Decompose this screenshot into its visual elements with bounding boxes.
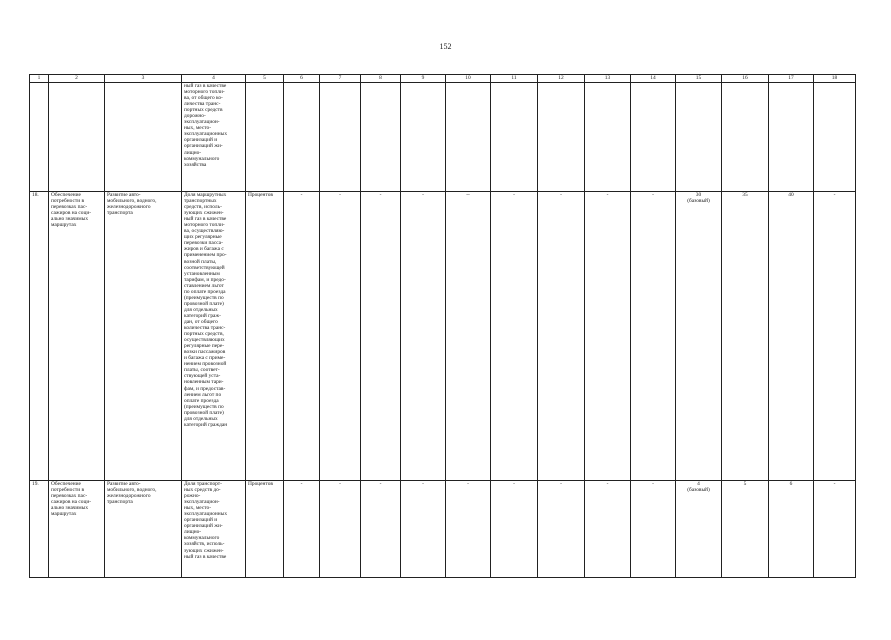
- cell: [246, 83, 284, 192]
- row-number: 19.: [30, 481, 49, 578]
- col-header-12: 12: [538, 75, 585, 83]
- value-cell: -: [491, 192, 538, 481]
- col-header-11: 11: [491, 75, 538, 83]
- cell: [105, 83, 182, 192]
- cell: [538, 83, 585, 192]
- col-header-1: 1: [30, 75, 49, 83]
- value-cell: -: [538, 192, 585, 481]
- cell: [361, 83, 401, 192]
- value-cell: 40: [769, 192, 814, 481]
- value-cell-base: 4 (базовый): [676, 481, 722, 578]
- cell: [30, 83, 49, 192]
- col-header-4: 4: [182, 75, 246, 83]
- value-cell-base: 30 (базовый): [676, 192, 722, 481]
- value-cell: --: [446, 192, 491, 481]
- cell: [631, 83, 676, 192]
- value-cell: -: [320, 192, 361, 481]
- col-header-3: 3: [105, 75, 182, 83]
- page-number: 152: [439, 42, 452, 51]
- value-cell: -: [320, 481, 361, 578]
- value-cell: -: [814, 481, 856, 578]
- col-header-16: 16: [722, 75, 769, 83]
- value-cell: -: [361, 481, 401, 578]
- continuation-row: [30, 83, 856, 192]
- value-cell: -: [538, 481, 585, 578]
- col-header-7: 7: [320, 75, 361, 83]
- cell: [769, 83, 814, 192]
- value-cell: -: [631, 481, 676, 578]
- value-cell: -: [401, 192, 446, 481]
- value-cell: -: [814, 192, 856, 481]
- value-cell: -: [284, 192, 320, 481]
- cell: [49, 83, 105, 192]
- row-goal: Обеспечение потребности в перевозках пас- сажиров на соци- ально значимых маршрутах: [49, 192, 105, 481]
- value-cell: -: [284, 481, 320, 578]
- col-header-18: 18: [814, 75, 856, 83]
- row-unit: Процентов: [246, 192, 284, 481]
- col-header-8: 8: [361, 75, 401, 83]
- value-cell: 5: [722, 481, 769, 578]
- value-cell: -: [631, 192, 676, 481]
- indicator-table: [29, 74, 856, 578]
- row-goal: Обеспечение потребности в перевозках пас- сажиров на соци- ально значимых маршрутах: [49, 481, 105, 578]
- row-program: Развитие авто- мобильного, водного, железнодорожного транспорта: [105, 192, 182, 481]
- cell: [491, 83, 538, 192]
- row-number: 18.: [30, 192, 49, 481]
- cell: [676, 83, 722, 192]
- col-header-6: 6: [284, 75, 320, 83]
- continuation-indicator: ный газ в качестве моторного топли- ва, от общего ко- личества транс- портных средств дорожно- эксплуатацион- ных, место- эксплуатационных организаций и организаций жи- лищно- коммунального хозяйства: [182, 83, 246, 192]
- value-cell: -: [585, 192, 631, 481]
- col-header-10: 10: [446, 75, 491, 83]
- table-row: [30, 192, 856, 481]
- col-header-17: 17: [769, 75, 814, 83]
- row-indicator: Доля транспорт- ных средств до- рожно- эксплуатацион- ных, место- эксплуатационных организаций и организаций жи- лищно- коммунального хозяйств, исполь- зующих сжижен- ный газ в качестве: [182, 481, 246, 578]
- col-header-2: 2: [49, 75, 105, 83]
- value-cell: -: [361, 192, 401, 481]
- value-cell: -: [491, 481, 538, 578]
- col-header-14: 14: [631, 75, 676, 83]
- col-header-9: 9: [401, 75, 446, 83]
- table-row: [30, 481, 856, 578]
- cell: [320, 83, 361, 192]
- column-number-row: [30, 75, 856, 83]
- row-indicator: Доля маршрутных транспортных средств, исполь- зующих сжижен- ный газ в качестве моторного топли- ва, осуществляю- щих регулярные перевозки пасса- жиров и багажа с применением про- возной платы, соответствующей установленным тарифам, и предо- ставлением льгот по оплате проезда (преимуществ по провозной плате) для отдельных категорий граж- дан, от общего количества транс- портных средств, осуществляющих регулярные пере- возки пассажиров и багажа с приме- нением провозной платы, соответ- ствующей уста- новленным тари- фам, и предостав- лением льгот по оплате проезда (преимуществ по провозной плате) для отдельных категорий граждан: [182, 192, 246, 481]
- cell: [446, 83, 491, 192]
- col-header-15: 15: [676, 75, 722, 83]
- cell: [284, 83, 320, 192]
- cell: [814, 83, 856, 192]
- cell: [401, 83, 446, 192]
- value-cell: -: [446, 481, 491, 578]
- value-cell: -: [401, 481, 446, 578]
- value-cell: 35: [722, 192, 769, 481]
- col-header-5: 5: [246, 75, 284, 83]
- col-header-13: 13: [585, 75, 631, 83]
- row-unit: Процентов: [246, 481, 284, 578]
- cell: [722, 83, 769, 192]
- row-program: Развитие авто- мобильного, водного, железнодорожного транспорта: [105, 481, 182, 578]
- cell: [585, 83, 631, 192]
- value-cell: 6: [769, 481, 814, 578]
- value-cell: -: [585, 481, 631, 578]
